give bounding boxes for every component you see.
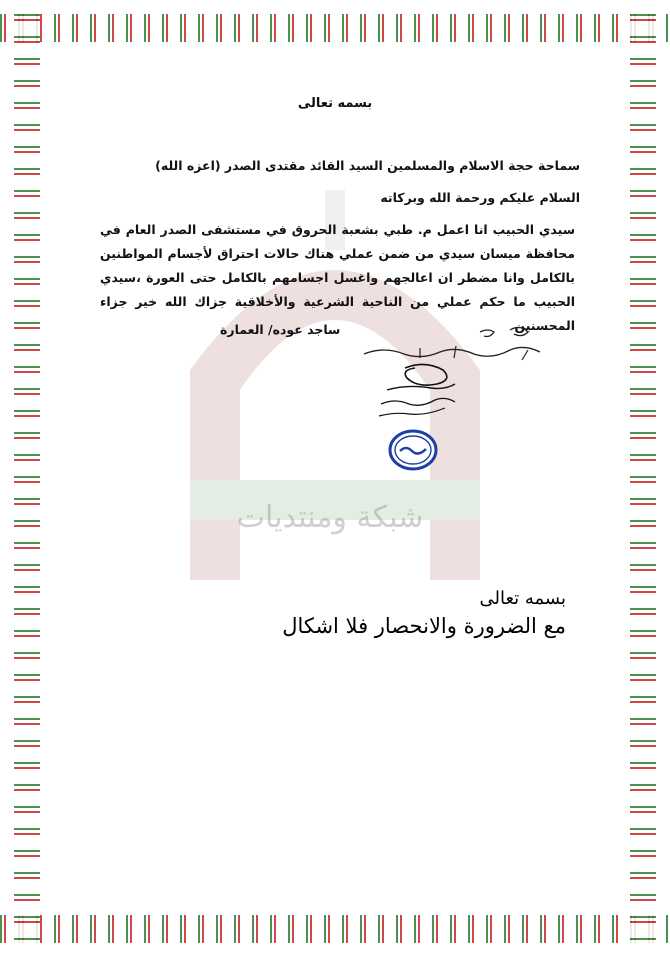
decorative-border-right bbox=[630, 14, 656, 943]
decorative-border-bottom bbox=[0, 915, 670, 943]
letter-body: سيدي الحبيب انا اعمل م. طبي بشعبة الحروق في مستشفى الصدر العام في محافظة ميسان سيدي من ضمن عملي هناك حالات احتراق لأجسام المواطنين بالكامل وانا مضطر ان اعالجهم واغسل اجسامهم بالكامل حتى العورة ،سيدي الحبيب ما حكم عملي من الناحية الشرعية والأخلاقية جزاك الله خير جزاء المحسنين bbox=[100, 222, 575, 333]
decorative-border-top bbox=[0, 14, 670, 42]
response-title: بسمه تعالى bbox=[479, 588, 566, 609]
decorative-border-left bbox=[14, 14, 40, 943]
handwritten-note bbox=[360, 320, 550, 364]
letter-title: بسمه تعالى bbox=[297, 96, 373, 111]
response-text: مع الضرورة والانحصار فلا اشكال bbox=[282, 614, 566, 638]
letter-addressee: سماحة حجة الاسلام والمسلمين السيد القائد مقتدى الصدر (اعزه الله) bbox=[155, 158, 580, 173]
signature bbox=[375, 360, 465, 420]
watermark-text: شبكة ومنتديات bbox=[236, 500, 424, 535]
letter-signer: ساجد عوده/ العمارة bbox=[220, 322, 341, 337]
letter-greeting: السلام عليكم ورحمة الله وبركاته bbox=[380, 190, 580, 205]
official-stamp bbox=[388, 425, 438, 475]
